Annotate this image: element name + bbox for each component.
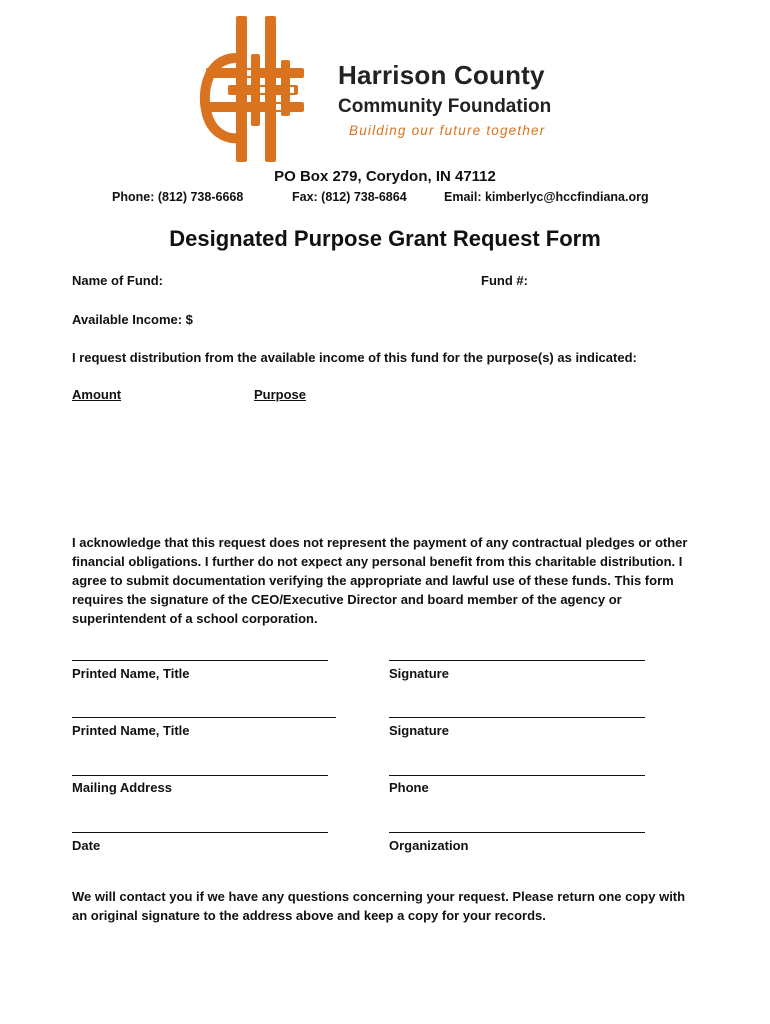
acknowledgement-paragraph: I acknowledge that this request does not represent the payment of any contractual pledges or other financial obligations. I further do not expect any personal benefit from this charitable distribution. I agree to submit documentation verifying the appropriate and lawful use of these funds. This form requires the signature of the CEO/Executive Director and board member of the agency or superintendent of a school corporation.	[72, 535, 688, 626]
phone-contact: Phone: (812) 738-6668	[112, 190, 244, 204]
date-label: Date	[72, 838, 101, 853]
date-line-field[interactable]	[72, 832, 328, 833]
signature-line-1[interactable]	[389, 660, 645, 661]
request-statement: I request distribution from the available income of this fund for the purpose(s) as indicated:	[72, 350, 637, 365]
closing-paragraph: We will contact you if we have any questions concerning your request. Please return one copy with an original signature to the address above and keep a copy for your records.	[72, 889, 686, 923]
email-contact: Email: kimberlyc@hccfindiana.org	[444, 190, 649, 204]
purpose-column-header: Purpose	[254, 387, 307, 402]
organization-label: Organization	[389, 838, 469, 853]
amount-column-header: Amount	[72, 387, 122, 402]
signature-label-1: Signature	[389, 666, 449, 681]
phone-line-field[interactable]	[389, 775, 645, 776]
name-of-fund-label: Name of Fund:	[72, 273, 163, 288]
mailing-address-line-field[interactable]	[72, 775, 328, 776]
fax-contact: Fax: (812) 738-6864	[292, 190, 407, 204]
phone-label: Phone	[389, 780, 429, 795]
mailing-address-line: PO Box 279, Corydon, IN 47112	[274, 168, 496, 185]
page-title: Designated Purpose Grant Request Form	[169, 226, 601, 251]
available-income-label: Available Income: $	[72, 312, 193, 327]
printed-name-label-1: Printed Name, Title	[72, 666, 190, 681]
mailing-address-label: Mailing Address	[72, 780, 172, 795]
organization-line-field[interactable]	[389, 832, 645, 833]
org-name: Harrison County	[338, 60, 545, 90]
printed-name-line-2[interactable]	[72, 717, 336, 718]
fund-number-label: Fund #:	[481, 273, 528, 288]
foundation-logo	[198, 14, 338, 164]
signature-line-2[interactable]	[389, 717, 645, 718]
org-subname: Community Foundation	[338, 96, 552, 117]
printed-name-label-2: Printed Name, Title	[72, 723, 190, 738]
signature-label-2: Signature	[389, 723, 449, 738]
printed-name-line-1[interactable]	[72, 660, 328, 661]
tagline: Building our future together	[349, 123, 546, 138]
